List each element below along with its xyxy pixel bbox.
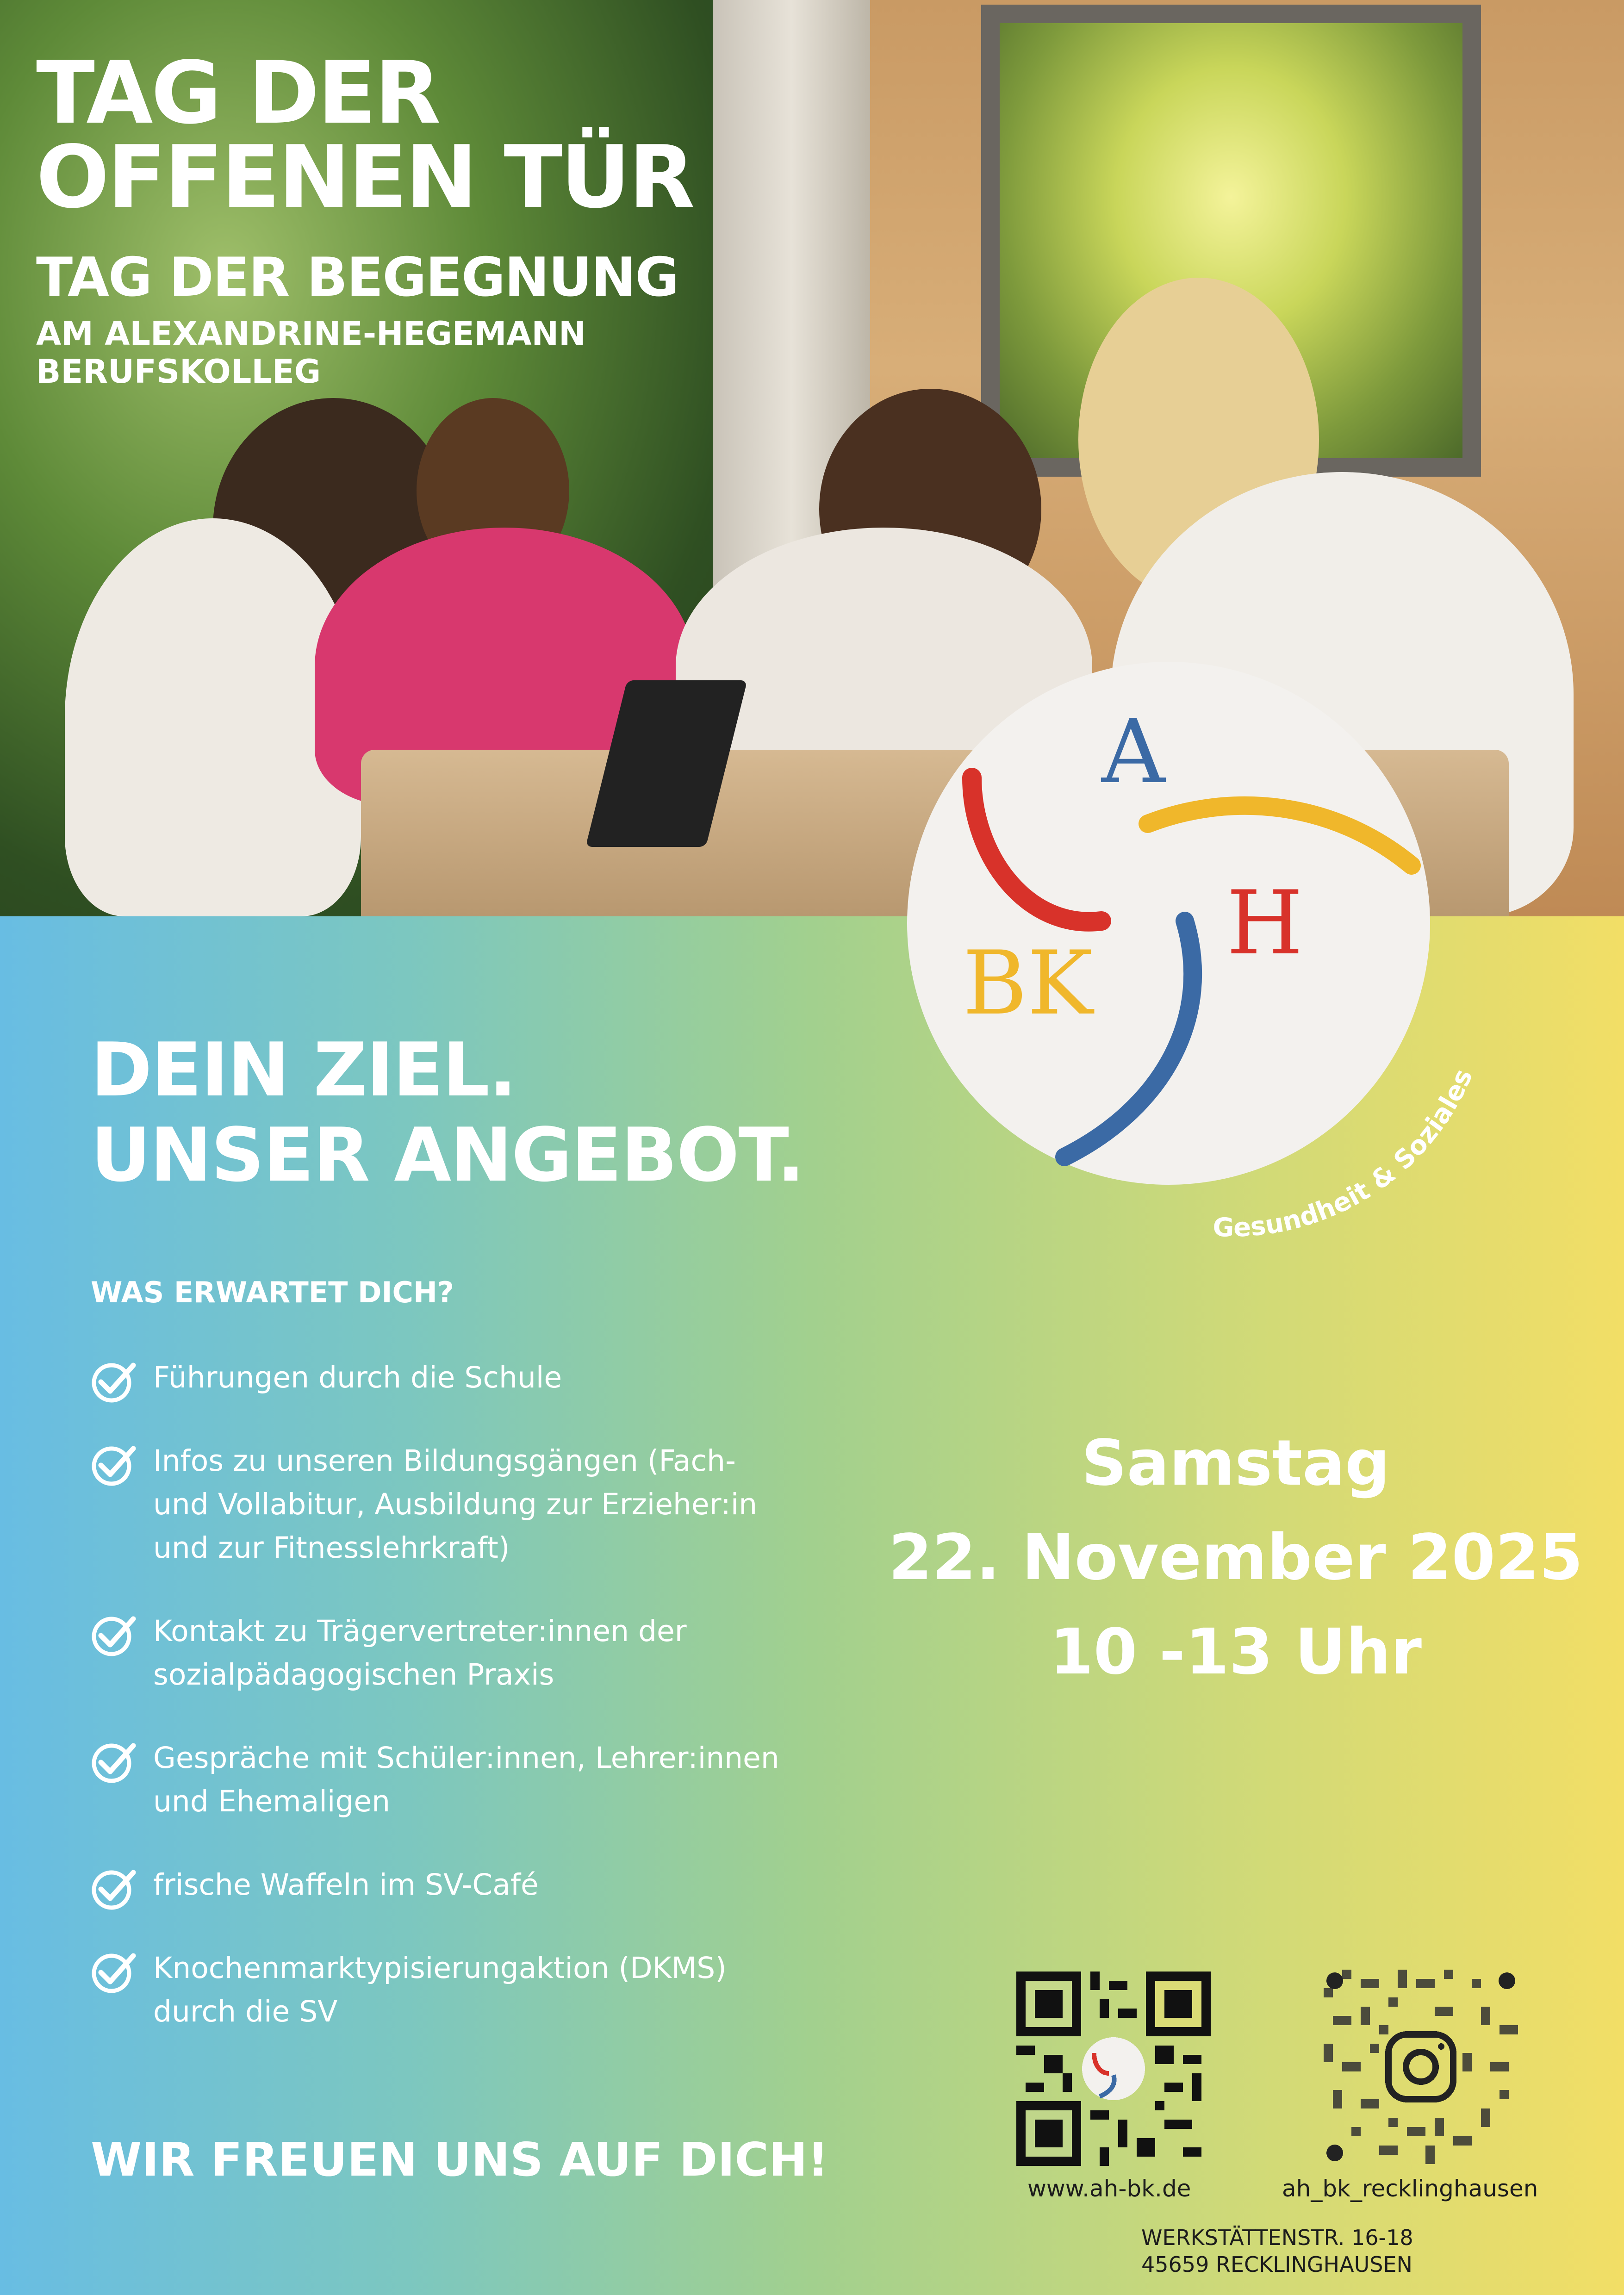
list-item: Knochenmarktypisierungaktion (DKMS) durch die SV [91, 1947, 877, 2034]
instagram-qr-code[interactable] [1324, 1970, 1518, 2164]
list-item: frische Waffeln im SV-Café [91, 1863, 877, 1907]
closing-text: WIR FREUEN UNS AUF DICH! [91, 2133, 829, 2187]
check-circle-icon [91, 1442, 137, 1488]
expectations-list [91, 1356, 877, 2034]
list-item: Infos zu unseren Bildungsgängen (Fach- und Vollabitur, Ausbildung zur Erzieher:in und zur Fitnesslehrkraft) [91, 1439, 877, 1570]
logo-letter-h: H [1226, 872, 1303, 974]
svg-text:Gesundheit & Soziales [1212, 1064, 1479, 1243]
list-item: Führungen durch die Schule [91, 1356, 877, 1399]
address: WERKSTÄTTENSTR. 16-18 45659 RECKLINGHAUSEN [1141, 2225, 1413, 2277]
check-circle-icon [91, 1739, 137, 1785]
event-subtitle: TAG DER BEGEGNUNG [36, 246, 678, 309]
event-date-block [879, 1416, 1592, 1699]
school-name: AM ALEXANDRINE-HEGEMANN BERUFSKOLLEG [36, 315, 586, 391]
check-circle-icon [91, 1359, 137, 1405]
website-qr-code[interactable] [1016, 1972, 1211, 2166]
headline: DEIN ZIEL. UNSER ANGEBOT. [91, 1026, 804, 1198]
check-circle-icon [91, 1866, 137, 1912]
event-date: 22. November 2025 [888, 1521, 1583, 1594]
instagram-handle[interactable]: ah_bk_recklinghausen [1282, 2175, 1538, 2202]
logo-tagline [1194, 935, 1546, 1268]
website-link[interactable]: www.ah-bk.de [1027, 2175, 1191, 2202]
event-day: Samstag [1081, 1427, 1390, 1500]
list-item: Gespräche mit Schüler:innen, Lehrer:innen und Ehemaligen [91, 1736, 877, 1823]
check-circle-icon [91, 1612, 137, 1659]
event-title: TAG DER OFFENEN TÜR [36, 43, 693, 227]
expectations-heading: WAS ERWARTET DICH? [91, 1275, 454, 1309]
logo-letter-a: A [1101, 701, 1165, 803]
list-item: Kontakt zu Trägervertreter:innen der sozialpädagogischen Praxis [91, 1610, 877, 1697]
logo-tagline-text: Gesundheit & Soziales [1212, 1064, 1479, 1244]
logo-letters-bk: BK [963, 932, 1093, 1034]
event-time: 10 -13 Uhr [1050, 1616, 1422, 1689]
instagram-icon [1388, 2034, 1453, 2099]
check-circle-icon [91, 1949, 137, 1996]
